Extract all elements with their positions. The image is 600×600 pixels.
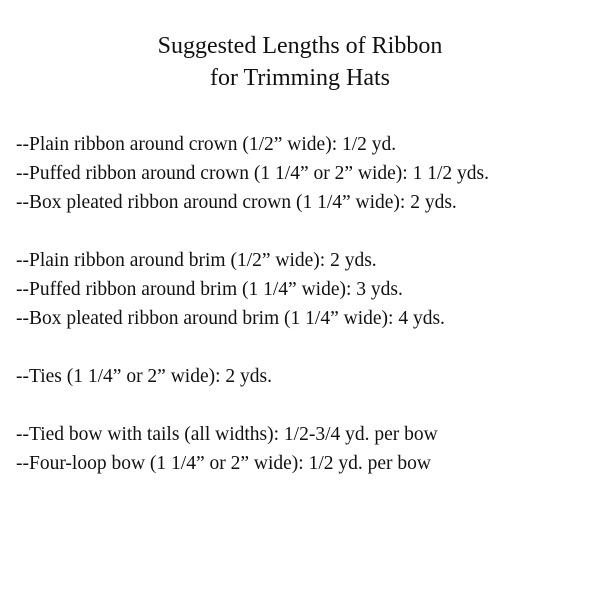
crown-group [16, 130, 596, 217]
list-item: --Puffed ribbon around brim (1 1/4” wide): 3 yds. [16, 279, 403, 300]
ribbon-length-list [16, 130, 596, 507]
list-item: --Four-loop bow (1 1/4” or 2” wide): 1/2 yd. per bow [16, 453, 431, 474]
title-line-2: for Trimming Hats [209, 65, 391, 91]
brim-group [16, 246, 596, 333]
ties-group [16, 362, 596, 391]
list-item: --Ties (1 1/4” or 2” wide): 2 yds. [16, 366, 272, 387]
bow-group [16, 420, 596, 478]
list-item: --Plain ribbon around crown (1/2” wide): 1/2 yd. [16, 134, 397, 155]
list-item: --Box pleated ribbon around brim (1 1/4” wide): 4 yds. [16, 308, 445, 329]
title-line-1: Suggested Lengths of Ribbon [157, 33, 443, 59]
list-item: --Box pleated ribbon around crown (1 1/4” wide): 2 yds. [16, 192, 457, 213]
list-item: --Puffed ribbon around crown (1 1/4” or 2” wide): 1 1/2 yds. [16, 163, 489, 184]
document-title [0, 30, 600, 94]
list-item: --Tied bow with tails (all widths): 1/2-3/4 yd. per bow [16, 424, 438, 445]
list-item: --Plain ribbon around brim (1/2” wide): 2 yds. [16, 250, 377, 271]
